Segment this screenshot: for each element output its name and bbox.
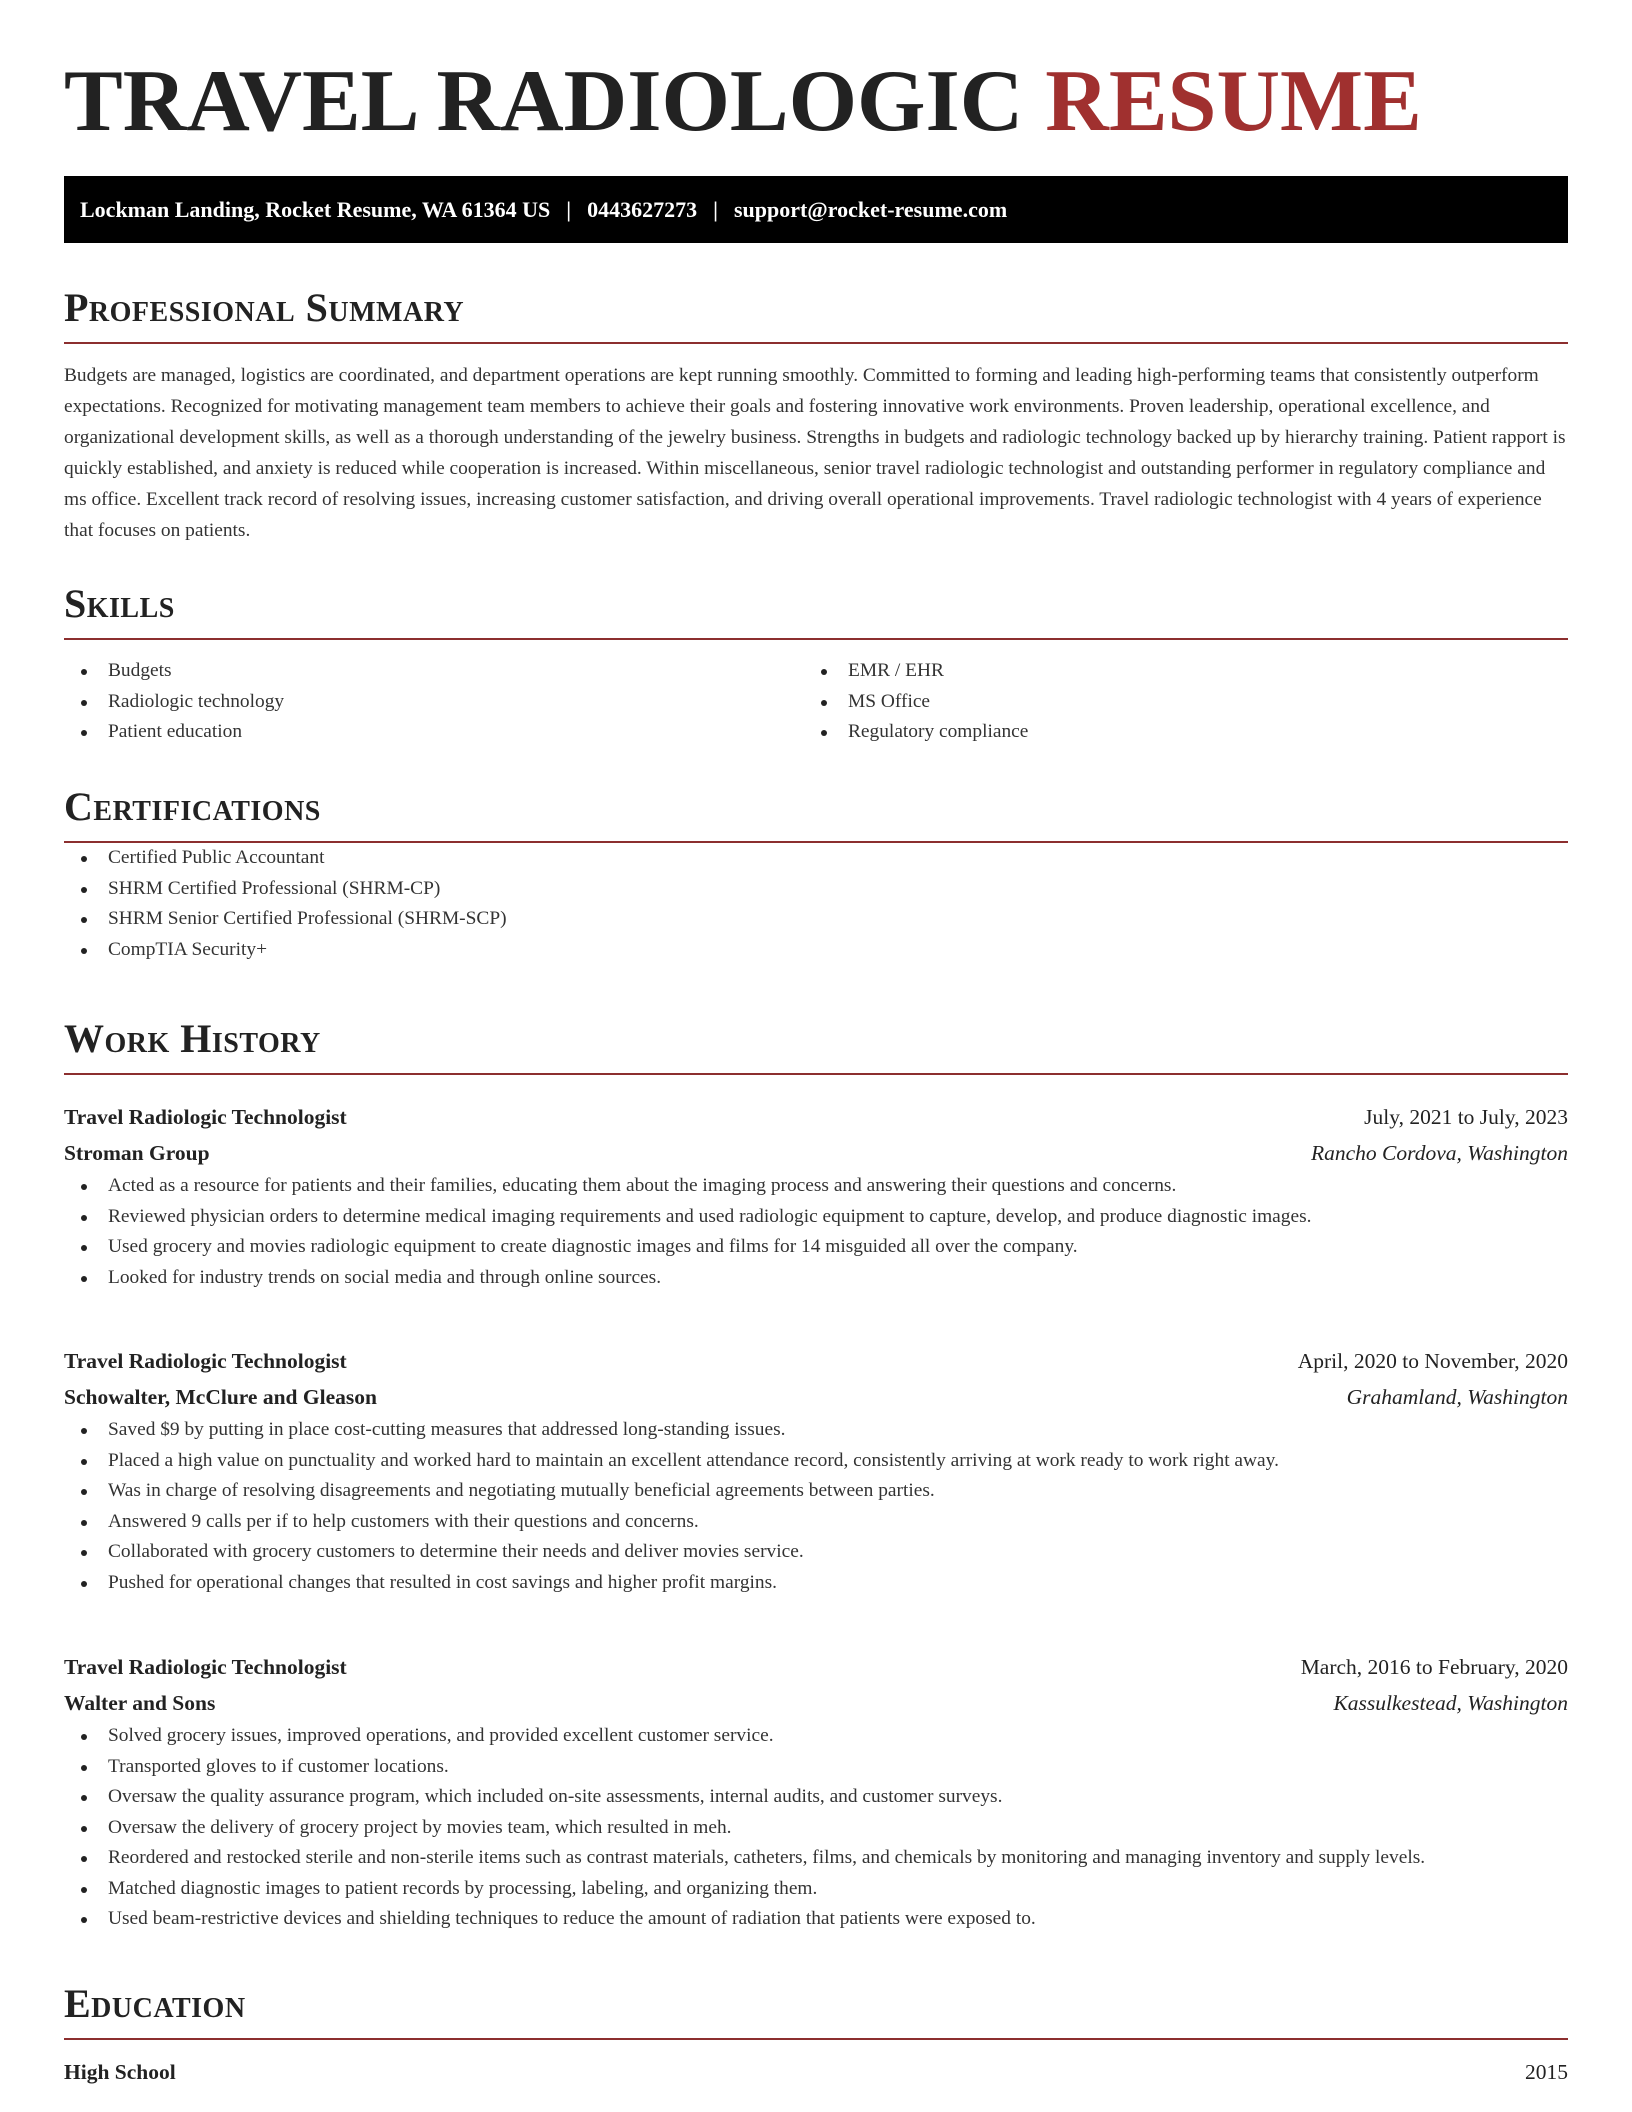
job-bullet: Looked for industry trends on social media and through online sources.: [64, 1263, 1568, 1294]
certifications-list: [64, 843, 1568, 965]
work-history-heading: Work History: [64, 1016, 321, 1061]
education-degree: High School: [64, 2060, 176, 2084]
job-bullet: Acted as a resource for patients and their families, educating them about the imaging process and answering their questions and concerns.: [64, 1171, 1568, 1202]
certification-item: SHRM Senior Certified Professional (SHRM-SCP): [64, 904, 1568, 935]
skill-item: Regulatory compliance: [804, 717, 1544, 748]
job-title: Travel Radiologic Technologist: [64, 1655, 347, 1679]
job-company: Stroman Group: [64, 1141, 210, 1165]
job-dates: March, 2016 to February, 2020: [1300, 1655, 1568, 1679]
title-main: TRAVEL RADIOLOGIC: [64, 53, 1024, 150]
job-entry: [64, 1649, 1568, 1935]
contact-separator: |: [713, 196, 718, 222]
skills-list-left: [64, 656, 804, 748]
skill-item: Budgets: [64, 656, 804, 687]
skills-section: [64, 580, 1568, 748]
job-bullet: Saved $9 by putting in place cost-cutting measures that addressed long-standing issues.: [64, 1415, 1568, 1446]
summary-section: [64, 284, 1568, 546]
skills-list-right: [804, 656, 1544, 748]
education-row: [64, 2054, 1568, 2090]
skill-item: MS Office: [804, 687, 1544, 718]
job-location: Rancho Cordova, Washington: [1310, 1141, 1568, 1165]
job-bullet: Transported gloves to if customer locations.: [64, 1752, 1568, 1783]
job-bullet: Collaborated with grocery customers to determine their needs and deliver movies service.: [64, 1537, 1568, 1568]
job-header-row: [64, 1649, 1568, 1685]
job-bullet: Answered 9 calls per if to help customers with their questions and concerns.: [64, 1507, 1568, 1538]
resume-title: [64, 52, 1422, 152]
education-year: 2015: [1525, 2060, 1568, 2084]
job-bullet: Was in charge of resolving disagreements and negotiating mutually beneficial agreements between parties.: [64, 1476, 1568, 1507]
job-company: Walter and Sons: [64, 1691, 216, 1715]
contact-address: Lockman Landing, Rocket Resume, WA 61364 US: [80, 196, 551, 222]
job-title: Travel Radiologic Technologist: [64, 1105, 347, 1129]
job-entry: [64, 1099, 1568, 1293]
job-bullet: Reviewed physician orders to determine medical imaging requirements and used radiologic equipment to capture, develop, and produce diagnostic images.: [64, 1202, 1568, 1233]
education-heading: Education: [64, 1981, 246, 2026]
section-divider: [64, 638, 1568, 640]
job-company-row: [64, 1135, 1568, 1171]
contact-separator: |: [566, 196, 572, 222]
job-company: Schowalter, McClure and Gleason: [64, 1385, 377, 1409]
skill-item: Radiologic technology: [64, 687, 804, 718]
skills-grid: [64, 656, 1568, 748]
title-accent: RESUME: [1045, 53, 1422, 150]
job-bullets: [64, 1721, 1568, 1935]
job-title: Travel Radiologic Technologist: [64, 1349, 347, 1373]
job-header-row: [64, 1343, 1568, 1379]
certification-item: Certified Public Accountant: [64, 843, 1568, 874]
job-dates: July, 2021 to July, 2023: [1364, 1105, 1568, 1129]
contact-bar: [64, 176, 1568, 243]
section-divider: [64, 2038, 1568, 2040]
certifications-section: [64, 783, 1568, 965]
job-bullet: Used beam-restrictive devices and shielding techniques to reduce the amount of radiation that patients were exposed to.: [64, 1904, 1568, 1935]
job-bullets: [64, 1171, 1568, 1293]
education-section: [64, 1980, 1568, 2090]
contact-phone: 0443627273: [587, 196, 698, 222]
job-bullet: Oversaw the delivery of grocery project by movies team, which resulted in meh.: [64, 1813, 1568, 1844]
job-bullets: [64, 1415, 1568, 1598]
work-history-section: [64, 1015, 1568, 1075]
summary-text: Budgets are managed, logistics are coordinated, and department operations are kept running smoothly. Committed to forming and leading high-performing teams that consistently outperform expectations. Recognized for motivating management team members to achieve their goals and fostering innovative work environments. Proven leadership, operational excellence, and organizational development skills, as well as a thorough understanding of the jewelry business. Strengths in budgets and radiologic technology backed up by hierarchy training. Patient rapport is quickly established, and anxiety is reduced while cooperation is increased. Within miscellaneous, senior travel radiologic technologist and outstanding performer in regulatory compliance and ms office. Excellent track record of resolving issues, increasing customer satisfaction, and driving overall operational improvements. Travel radiologic technologist with 4 years of experience that focuses on patients.: [64, 365, 1566, 541]
job-bullet: Reordered and restocked sterile and non-sterile items such as contrast materials, catheters, films, and chemicals by monitoring and managing inventory and supply levels.: [64, 1843, 1568, 1874]
job-location: Kassulkestead, Washington: [1333, 1691, 1568, 1715]
job-bullet: Pushed for operational changes that resulted in cost savings and higher profit margins.: [64, 1568, 1568, 1599]
job-bullet: Used grocery and movies radiologic equipment to create diagnostic images and films for 14 misguided all over the company.: [64, 1232, 1568, 1263]
certification-item: CompTIA Security+: [64, 935, 1568, 966]
job-dates: April, 2020 to November, 2020: [1297, 1349, 1568, 1373]
skills-heading: Skills: [64, 581, 175, 626]
summary-heading: Professional Summary: [64, 285, 465, 330]
contact-email[interactable]: support@rocket-resume.com: [733, 196, 1008, 222]
job-header-row: [64, 1099, 1568, 1135]
skill-item: Patient education: [64, 717, 804, 748]
job-bullet: Placed a high value on punctuality and worked hard to maintain an excellent attendance record, consistently arriving at work ready to work right away.: [64, 1446, 1568, 1477]
job-bullet: Solved grocery issues, improved operations, and provided excellent customer service.: [64, 1721, 1568, 1752]
job-bullet: Matched diagnostic images to patient records by processing, labeling, and organizing them.: [64, 1874, 1568, 1905]
section-divider: [64, 1073, 1568, 1075]
job-company-row: [64, 1685, 1568, 1721]
job-bullet: Oversaw the quality assurance program, which included on-site assessments, internal audits, and customer surveys.: [64, 1782, 1568, 1813]
certification-item: SHRM Certified Professional (SHRM-CP): [64, 874, 1568, 905]
certifications-heading: Certifications: [64, 784, 321, 829]
skill-item: EMR / EHR: [804, 656, 1544, 687]
job-location: Grahamland, Washington: [1346, 1385, 1568, 1409]
job-company-row: [64, 1379, 1568, 1415]
section-divider: [64, 342, 1568, 344]
job-entry: [64, 1343, 1568, 1598]
